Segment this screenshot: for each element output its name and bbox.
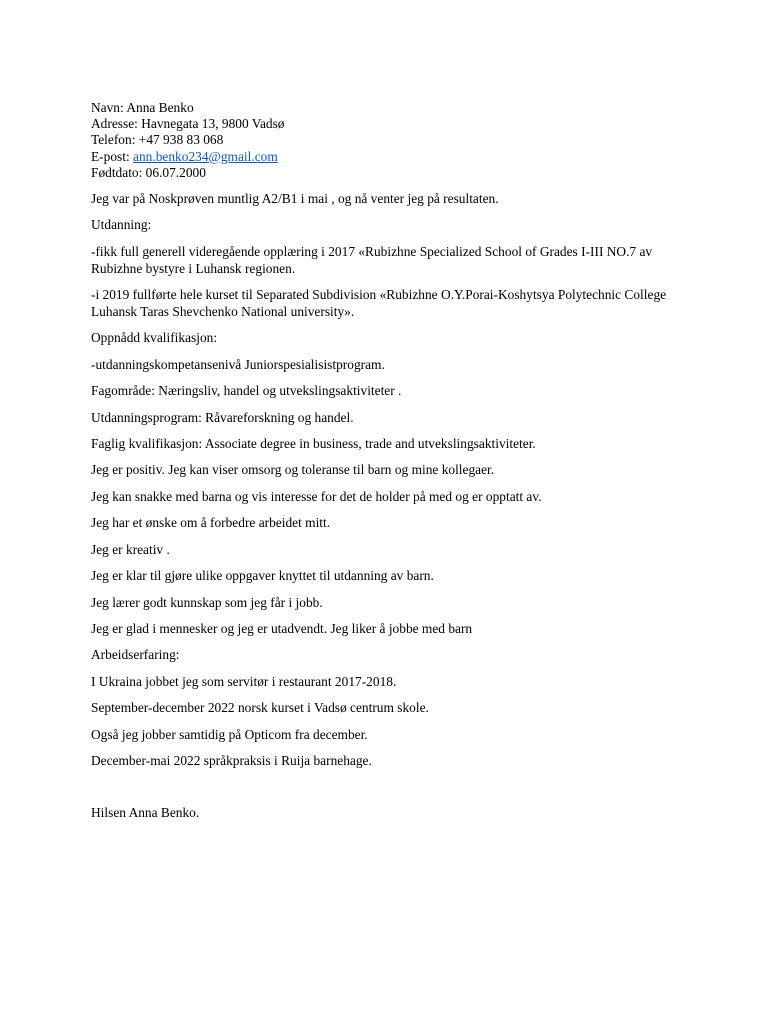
paragraph-kompetanseniva: -utdanningskompetansenivå Juniorspesialisistprogram. xyxy=(91,356,385,372)
name-line: Navn: Anna Benko xyxy=(91,100,194,115)
contact-block xyxy=(91,100,691,181)
paragraph-glad: Jeg er glad i mennesker og jeg er utadvendt. Jeg liker å jobbe med barn xyxy=(91,620,473,636)
paragraph-snakke: Jeg kan snakke med barna og vis interesse for det de holder på med og er opptatt av. xyxy=(91,488,542,504)
paragraph-faglig-kvalifikasjon: Faglig kvalifikasjon: Associate degree in business, trade and utvekslingsaktiviteter. xyxy=(91,436,536,452)
document-page xyxy=(91,100,691,822)
paragraph-utdanningsprogram: Utdanningsprogram: Råvareforskning og handel. xyxy=(91,409,354,425)
email-label: E-post: xyxy=(91,148,134,164)
paragraph-opticom: Også jeg jobber samtidig på Opticom fra december. xyxy=(91,726,368,742)
paragraph-ukraina: I Ukraina jobbet jeg som servitør i restaurant 2017-2018. xyxy=(91,673,397,689)
paragraph-onske: Jeg har et ønske om å forbedre arbeidet mitt. xyxy=(91,515,331,531)
address-line: Adresse: Havnegata 13, 9800 Vadsø xyxy=(91,116,285,132)
paragraph-sprakpraksis: December-mai 2022 språkpraksis i Ruija barnehage. xyxy=(91,752,372,768)
paragraph-laerer: Jeg lærer godt kunnskap som jeg får i jobb. xyxy=(91,594,323,610)
blank-line xyxy=(91,770,691,796)
closing-signature: Hilsen Anna Benko. xyxy=(91,804,200,820)
paragraph-college: -i 2019 fullførte hele kurset til Separated Subdivision «Rubizhne O.Y.Porai-Koshytsya Polytechnic College Luhansk Taras Shevchenko National university». xyxy=(91,287,667,320)
birthdate-line: Fødtdato: 06.07.2000 xyxy=(91,164,206,180)
heading-arbeidserfaring: Arbeidserfaring: xyxy=(91,647,180,663)
heading-utdanning: Utdanning: xyxy=(91,217,152,233)
phone-line: Telefon: +47 938 83 068 xyxy=(91,132,224,148)
heading-kvalifikasjon: Oppnådd kvalifikasjon: xyxy=(91,330,218,346)
email-line xyxy=(91,149,691,165)
paragraph-school: -fikk full generell videregående opplæring i 2017 «Rubizhne Specialized School of Grades I-III NO.7 av Rubizhne bystyre i Luhansk regionen. xyxy=(91,243,653,276)
email-link[interactable]: ann.benko234@gmail.com xyxy=(133,148,278,164)
paragraph-positiv: Jeg er positiv. Jeg kan viser omsorg og toleranse til barn og mine kollegaer. xyxy=(91,462,495,478)
paragraph-noskproven: Jeg var på Noskprøven muntlig A2/B1 i mai , og nå venter jeg på resultaten. xyxy=(91,191,499,207)
paragraph-fagomrade: Fagområde: Næringsliv, handel og utvekslingsaktiviteter . xyxy=(91,383,402,399)
paragraph-kreativ: Jeg er kreativ . xyxy=(91,541,170,557)
paragraph-norsk-kurset: September-december 2022 norsk kurset i Vadsø centrum skole. xyxy=(91,700,429,716)
paragraph-klar: Jeg er klar til gjøre ulike oppgaver knyttet til utdanning av barn. xyxy=(91,568,434,584)
